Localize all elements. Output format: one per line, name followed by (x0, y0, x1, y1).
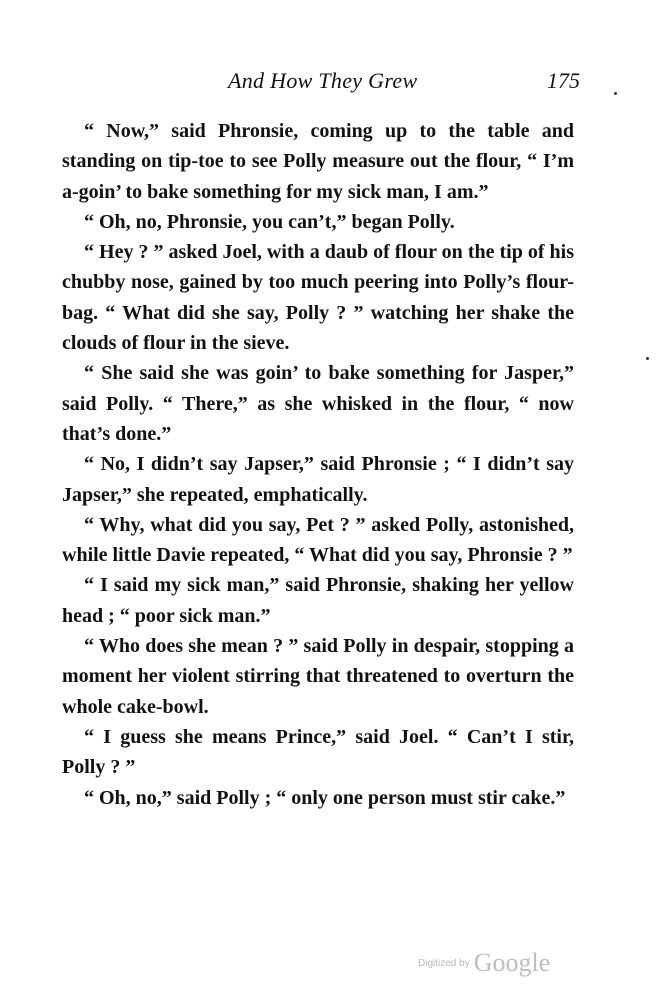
paragraph: “ She said she was goin’ to bake something for Jasper,” said Polly. “ There,” as she whisked in the flour, “ now that’s done.” (62, 362, 574, 445)
paragraph: “ I guess she means Prince,” said Joel. “ Can’t I stir, Polly ? ” (62, 725, 574, 779)
paragraph: “ Hey ? ” asked Joel, with a daub of flour on the tip of his chubby nose, gained by too much peering into Polly’s flour-bag. “ What did she say, Polly ? ” watching her shake the clouds of flour in the sieve. (62, 241, 574, 355)
paragraph: “ Why, what did you say, Pet ? ” asked Polly, astonished, while little Davie repeated, “ What did you say, Phronsie ? ” (62, 513, 574, 567)
scan-speck (614, 92, 617, 95)
paragraph: “ I said my sick man,” said Phronsie, shaking her yellow head ; “ poor sick man.” (62, 574, 574, 627)
paragraph: “ Oh, no,” said Polly ; “ only one person must stir cake.” (84, 786, 566, 809)
paragraph: “ Who does she mean ? ” said Polly in despair, stopping a moment her violent stirring that threatened to overturn the whole cake-bowl. (62, 635, 574, 718)
google-logo: Google (473, 948, 551, 977)
page-number: 175 (547, 68, 580, 93)
paragraph: “ No, I didn’t say Japser,” said Phronsie ; “ I didn’t say Japser,” she repeated, emphatically. (62, 453, 574, 506)
page-body (62, 116, 574, 813)
scan-speck (646, 357, 649, 360)
digitized-by-text: Digitized by (418, 957, 470, 969)
running-head (60, 68, 580, 98)
digitized-by-watermark (418, 948, 550, 978)
paragraph: “ Oh, no, Phronsie, you can’t,” began Polly. (84, 210, 455, 233)
paragraph: “ Now,” said Phronsie, coming up to the table and standing on tip-toe to see Polly measure out the flour, “ I’m a-goin’ to bake something for my sick man, I am.” (62, 120, 574, 203)
running-head-title: And How They Grew (228, 68, 418, 93)
